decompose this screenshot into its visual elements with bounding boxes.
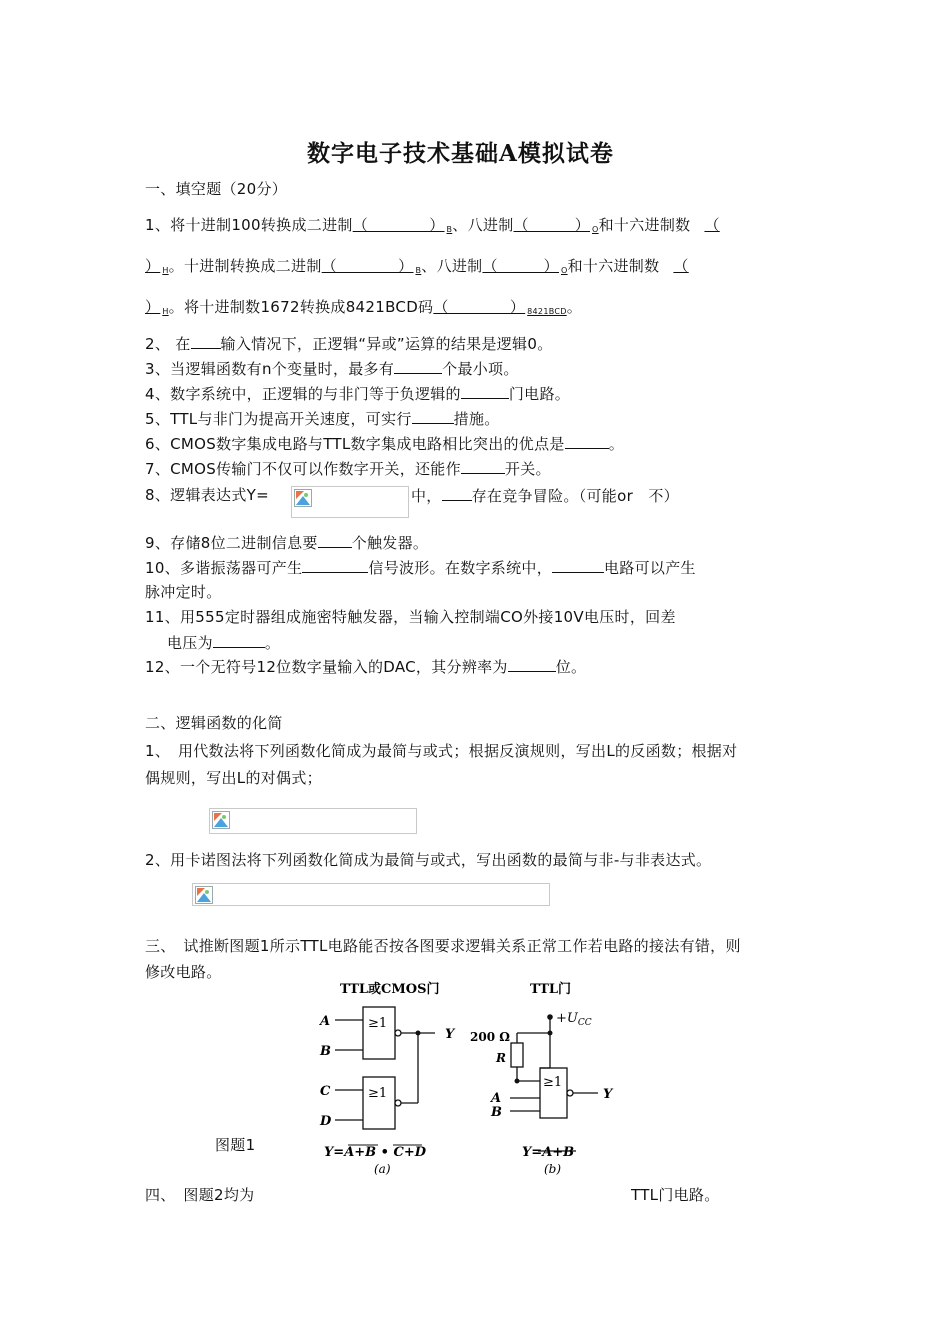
- answer-blank[interactable]: [565, 432, 609, 449]
- q2-line: 2、 在 输入情况下，正逻辑“异或”运算的结果是逻辑0。: [145, 332, 553, 354]
- answer-blank[interactable]: [394, 357, 442, 374]
- section3-line2: 修改电路。: [145, 963, 222, 981]
- answer-blank[interactable]: [461, 382, 509, 399]
- s2-q1-line1: 1、 用代数法将下列函数化简成为最简与或式；根据反演规则，写出L的反函数；根据对: [145, 742, 738, 760]
- answer-blank[interactable]: [552, 556, 604, 573]
- section3-line1: 三、 试推断图题1所示TTL电路能否按各图要求逻辑关系正常工作若电路的接法有错，则: [145, 937, 741, 955]
- function-image: [192, 883, 550, 906]
- resistor-label: R: [496, 1051, 506, 1065]
- gate-label: ≥1: [368, 1086, 388, 1101]
- fig-b-title: TTL门: [530, 982, 572, 997]
- input-b: B: [491, 1105, 502, 1120]
- section4-right: TTL门电路。: [631, 1186, 720, 1204]
- or-gate-2: [363, 1077, 395, 1129]
- input-b: B: [320, 1044, 331, 1059]
- answer-blank[interactable]: [213, 631, 265, 648]
- s2-q1-line2: 偶规则，写出L的对偶式；: [145, 769, 322, 787]
- q3-line: 3、当逻辑函数有n个变量时，最多有 个最小项。: [145, 357, 519, 379]
- output-y: Y: [445, 1027, 455, 1042]
- vcc-label: $+U_{CC}$: [556, 1011, 592, 1028]
- fig-a-title: TTL或CMOS门: [340, 982, 440, 997]
- q1-line1: 1、将十进制100转换成二进制（ ） $_B$、八进制（ ） $_O$和十六进制数 （: [145, 216, 720, 234]
- section2-heading: 二、逻辑函数的化简: [145, 714, 283, 732]
- broken-image-icon: [195, 886, 213, 904]
- gate-label: ≥1: [368, 1016, 388, 1031]
- section4-left: 四、 图题2均为: [145, 1186, 255, 1204]
- s2-q2-line: 2、用卡诺图法将下列函数化简成为最简与或式，写出函数的最简与非-与非表达式。: [145, 851, 712, 869]
- answer-blank[interactable]: [442, 484, 472, 501]
- q10-line2: 脉冲定时。: [145, 583, 222, 601]
- answer-blank[interactable]: [508, 655, 556, 672]
- q8-suffix: 中， 存在竞争冒险。（可能or 不）: [411, 484, 679, 506]
- function-image: [209, 808, 417, 834]
- answer-blank[interactable]: [461, 457, 505, 474]
- input-a: A: [320, 1014, 331, 1029]
- q11-line2: 电压为 。: [167, 631, 280, 653]
- q1-line2: ） $_H$。十进制转换成二进制（ ） $_B$、八进制（ ） $_O$和十六进制数 （: [145, 257, 689, 275]
- q10-line1: 10、多谐振荡器可产生 信号波形。在数字系统中， 电路可以产生: [145, 556, 696, 578]
- output-y: Y: [603, 1087, 613, 1102]
- figure-caption: 图题1: [215, 1136, 256, 1154]
- or-gate-1: [363, 1007, 395, 1059]
- broken-image-icon: [294, 489, 312, 507]
- answer-blank[interactable]: [412, 407, 454, 424]
- expression-image: [291, 486, 409, 518]
- input-c: C: [320, 1084, 331, 1099]
- input-a: A: [491, 1091, 502, 1106]
- q7-line: 7、CMOS传输门不仅可以作数字开关，还能作 开关。: [145, 457, 551, 479]
- answer-blank[interactable]: [302, 556, 368, 573]
- fig-a-expr: Y=A+B • C+D: [324, 1145, 427, 1160]
- q5-line: 5、TTL与非门为提高开关速度，可实行 措施。: [145, 407, 500, 429]
- answer-blank[interactable]: [191, 332, 221, 349]
- fig-b-expr: Y=A+B: [522, 1145, 575, 1160]
- q9-line: 9、存储8位二进制信息要 个触发器。: [145, 531, 428, 553]
- broken-image-icon: [212, 811, 230, 829]
- q4-line: 4、数字系统中，正逻辑的与非门等于负逻辑的 门电路。: [145, 382, 570, 404]
- q1-line3: ） $_H$。将十进制数1672转换成8421BCD码（ ） $_{8421BCD}$。: [145, 298, 583, 316]
- section1-heading: 一、填空题（20分）: [145, 180, 288, 198]
- page-title: 数字电子技术基础A模拟试卷: [307, 140, 614, 167]
- q6-line: 6、CMOS数字集成电路与TTL数字集成电路相比突出的优点是 。: [145, 432, 624, 454]
- answer-blank[interactable]: [318, 531, 352, 548]
- resistor-value: 200 Ω: [470, 1030, 510, 1044]
- resistor: [511, 1043, 523, 1067]
- fig-b-label: (b): [544, 1162, 562, 1176]
- gate-label: ≥1: [543, 1075, 563, 1090]
- q12-line: 12、一个无符号12位数字量输入的DAC，其分辨率为 位。: [145, 655, 586, 677]
- input-d: D: [320, 1114, 332, 1129]
- q8-prefix: 8、逻辑表达式Y=: [145, 486, 269, 504]
- circuit-figure: [300, 975, 630, 1180]
- fig-a-label: (a): [374, 1162, 391, 1176]
- q11-line1: 11、用555定时器组成施密特触发器，当输入控制端CO外接10V电压时，回差: [145, 608, 676, 626]
